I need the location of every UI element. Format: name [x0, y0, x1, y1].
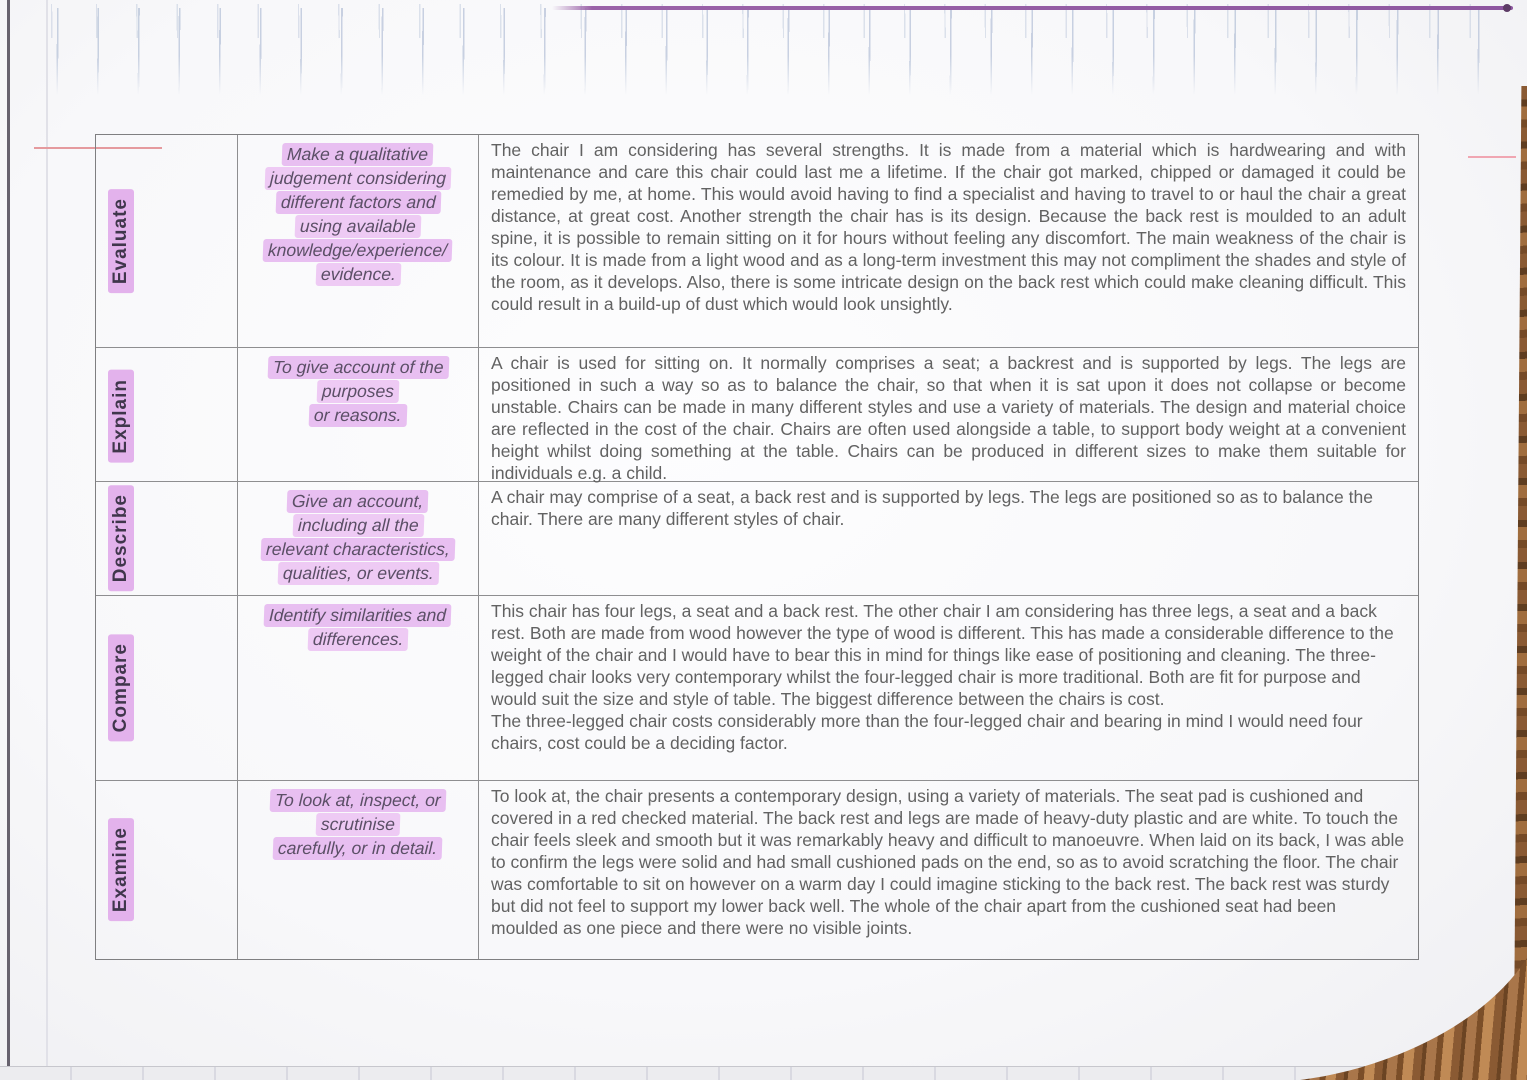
body-cell-evaluate — [479, 135, 1418, 347]
table-row-explain — [96, 348, 1418, 482]
body-paragraph: The chair I am considering has several strengths. It is made from a material which is hardwearing and with maintenance and care this chair could last me a lifetime. If the chair got marked, chipped or damaged it could be remedied by me, at home. This would avoid having to find a specialist and having to travel to or haul the chair a great distance, at great cost. Another strength the chair has is its design. Because the back rest is moulded to an adult spine, it is possible to remain sitting on it for hours without feeling any discomfort. The main weakness of the chair is its colour. It is made from a light wood and as a long-term investment this may not compliment the shades and style of the room, as it develops. Also, there is some intricate design on the back rest which could make cleaning difficult. This could result in a build-up of dust which would look unsightly. — [491, 140, 1406, 314]
definition-line: carefully, or in detail. — [273, 837, 443, 860]
body-cell-explain — [479, 348, 1418, 484]
keyword-cell-describe — [96, 482, 238, 595]
pink-margin-line-right — [1468, 156, 1516, 158]
definition-line: To give account of the — [267, 356, 448, 379]
definition-cell-compare — [238, 596, 479, 780]
definition-line: judgement considering — [265, 167, 452, 190]
table-row-examine — [96, 781, 1418, 959]
body-paragraph: The three-legged chair costs considerably more than the four-legged chair and bearing in mind I would need four chairs, cost could be a deciding factor. — [491, 711, 1363, 753]
keyword-cell-examine — [96, 781, 238, 959]
wood-desk-right-edge — [1513, 86, 1527, 984]
definition-line: qualities, or events. — [277, 562, 439, 585]
definition-line: or reasons. — [309, 404, 407, 427]
table-row-describe — [96, 482, 1418, 596]
definition-line: Make a qualitative — [282, 143, 434, 166]
definition-line: purposes — [317, 380, 400, 403]
command-words-table — [95, 134, 1419, 960]
keyword-cell-evaluate — [96, 135, 238, 347]
wood-desk-corner — [1282, 958, 1527, 1080]
paper-stack-bottom-edge — [0, 1066, 1527, 1080]
definition-line: using available — [295, 215, 422, 238]
body-cell-compare — [479, 596, 1418, 780]
definition-line: including all the — [292, 514, 423, 537]
table-row-compare — [96, 596, 1418, 781]
definition-line: different factors and — [275, 191, 440, 214]
definition-line: Give an account, — [287, 490, 429, 513]
keyword-cell-compare — [96, 596, 238, 780]
body-cell-examine — [479, 781, 1418, 959]
keyword-cell-explain — [96, 348, 238, 484]
definition-line: relevant characteristics, — [261, 538, 456, 561]
keyword-evaluate: Evaluate — [108, 189, 134, 293]
definition-cell-evaluate — [238, 135, 479, 347]
definition-line: Identify similarities and — [264, 604, 452, 627]
keyword-explain: Explain — [108, 370, 134, 463]
body-paragraph: A chair is used for sitting on. It normally comprises a seat; a backrest and is supported by legs. The legs are positioned in such a way so as to balance the chair, so that when it is sat upon it does not collapse or become unstable. Chairs can be made in many different styles and use a variety of materials. The design and material choice are reflected in the cost of the chair. Chairs are often used alongside a table, to support body weight at a convenient height whilst doing something at the table. Chairs can be produced in different sizes to make them suitable for individuals e.g. a child. — [491, 353, 1406, 483]
definition-line: To look at, inspect, or — [270, 789, 447, 812]
body-paragraph: A chair may comprise of a seat, a back rest and is supported by legs. The legs are positioned so as to balance the chair. There are many different styles of chair. — [491, 487, 1373, 529]
definition-line: differences. — [307, 628, 408, 651]
page-left-edge — [7, 0, 10, 1068]
table-row-evaluate — [96, 135, 1418, 348]
top-margin-line-dot — [1503, 4, 1511, 12]
definition-line: scrutinise — [316, 813, 401, 836]
definition-line: evidence. — [315, 263, 401, 286]
page-left-fold-line — [46, 0, 48, 1066]
body-cell-describe — [479, 482, 1418, 595]
definition-line: knowledge/experience/ — [263, 239, 453, 262]
body-paragraph: This chair has four legs, a seat and a back rest. The other chair I am considering has three legs, a seat and a back rest. Both are made from wood however the type of wood is different. This has made a considerable difference to the weight of the chair and I would have to bear this in mind for things like ease of positioning and cleaning. The three-legged chair looks very contemporary whilst the four-legged chair is more traditional. Both are fit for purpose and would suit the size and style of table. The biggest difference between the chairs is cost. — [491, 601, 1394, 709]
keyword-examine: Examine — [108, 818, 134, 921]
top-margin-line — [552, 6, 1513, 10]
keyword-describe: Describe — [108, 485, 134, 591]
definition-cell-examine — [238, 781, 479, 959]
keyword-compare: Compare — [108, 634, 134, 741]
definition-cell-explain — [238, 348, 479, 484]
definition-cell-describe — [238, 482, 479, 595]
body-paragraph: To look at, the chair presents a contemporary design, using a variety of materials. The seat pad is cushioned and covered in a red checked material. The back rest and legs are made of heavy-duty plastic and are white. To touch the chair feels sleek and smooth but it was remarkably heavy and difficult to manoeuvre. When laid on its back, I was able to confirm the legs were solid and had small cushioned pads on the end, so as to avoid scratching the floor. The chair was comfortable to sit on however on a warm day I could imagine sticking to the back rest. The back rest was sturdy but did not feel to support my lower back well. The whole of the chair apart from the cushioned seat had been moulded as one piece and there were no visible joints. — [491, 786, 1405, 938]
